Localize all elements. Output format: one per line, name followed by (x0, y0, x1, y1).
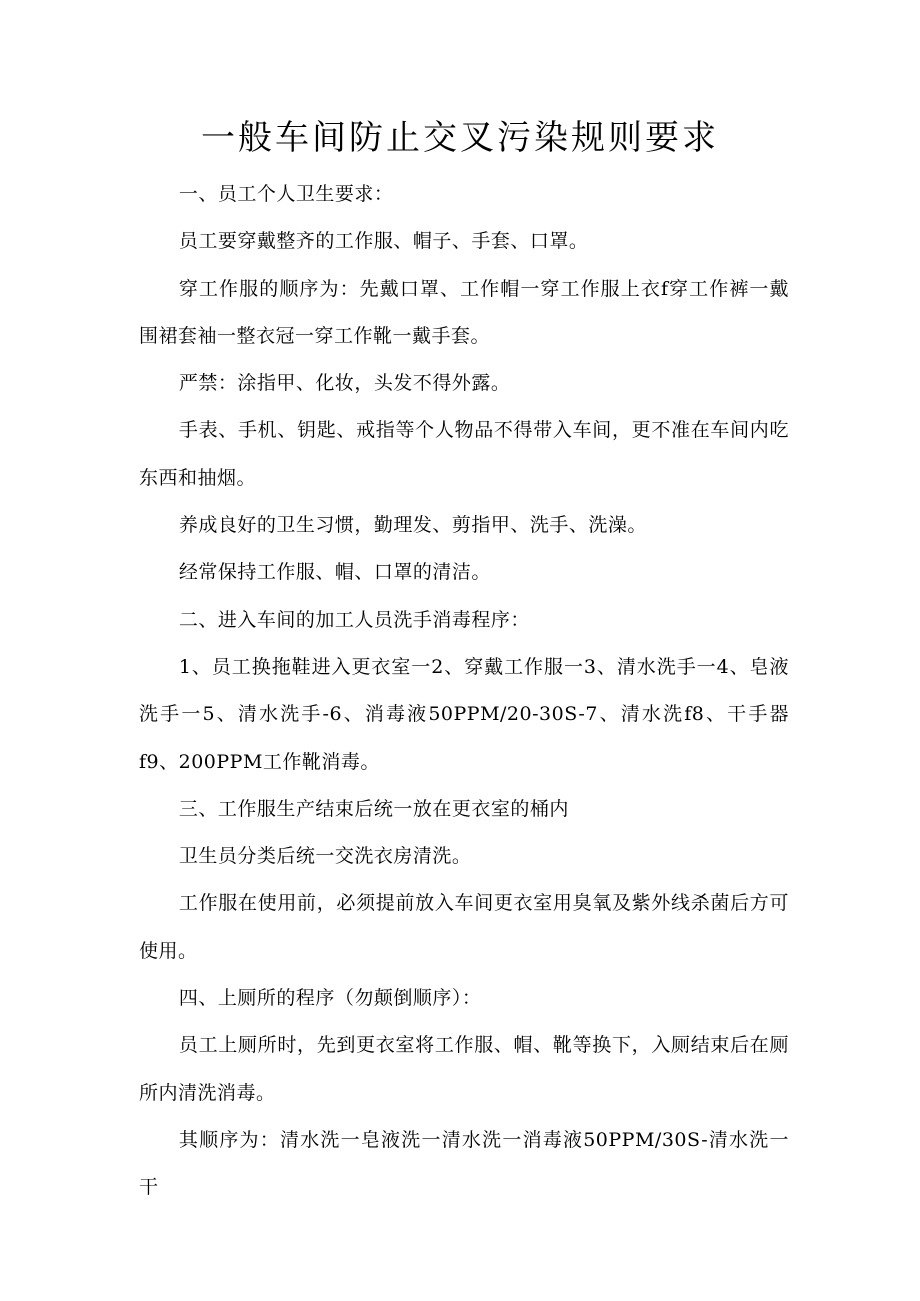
paragraph-personal-items: 手表、手机、钥匙、戒指等个人物品不得带入车间，更不准在车间内吃东西和抽烟。 (139, 419, 789, 489)
page-title: 一般车间防止交叉污染规则要求 (201, 118, 719, 158)
paragraph-hygiene-habits: 养成良好的卫生习惯，勤理发、剪指甲、洗手、洗澡。 (178, 514, 647, 537)
paragraph-restroom-procedure: 员工上厕所时，先到更衣室将工作服、帽、靴等换下，入厕结束后在厕所内清洗消毒。 (139, 1034, 789, 1104)
paragraph-prohibitions: 严禁：涂指甲、化妆，头发不得外露。 (178, 372, 511, 395)
paragraph-dress-requirement: 员工要穿戴整齐的工作服、帽子、手套、口罩。 (178, 230, 589, 253)
section-heading-workwear: 三、工作服生产结束后统一放在更衣室的桶内 (178, 797, 569, 820)
paragraph-sterilization: 工作服在使用前，必须提前放入车间更衣室用臭氧及紫外线杀菌后方可使用。 (139, 892, 789, 962)
paragraph-dressing-order: 穿工作服的顺序为：先戴口罩、工作帽一穿工作服上衣f穿工作裤一戴围裙套袖一整衣冠一穿工作靴一戴手套。 (139, 277, 789, 347)
section-heading-restroom: 四、上厕所的程序（勿颠倒顺序）： (178, 987, 482, 1010)
section-heading-hand-washing: 二、进入车间的加工人员洗手消毒程序： (178, 608, 530, 631)
paragraph-restroom-order: 其顺序为：清水洗一皂液洗一清水洗一消毒液50PPM/30S-清水洗一干 (139, 1128, 789, 1199)
document-body (139, 171, 789, 1212)
paragraph-hand-washing-steps: 1、员工换拖鞋进入更衣室一2、穿戴工作服一3、清水洗手一4、皂液洗手一5、清水洗手-6、消毒液50PPM/20-30S-7、清水洗f8、干手器f9、200PPM工作靴消毒。 (139, 655, 789, 773)
section-heading-personal-hygiene: 一、员工个人卫生要求： (178, 183, 394, 205)
paragraph-laundry: 卫生员分类后统一交洗衣房清洗。 (178, 845, 472, 868)
paragraph-clothing-cleanliness: 经常保持工作服、帽、口罩的清洁。 (178, 561, 491, 584)
